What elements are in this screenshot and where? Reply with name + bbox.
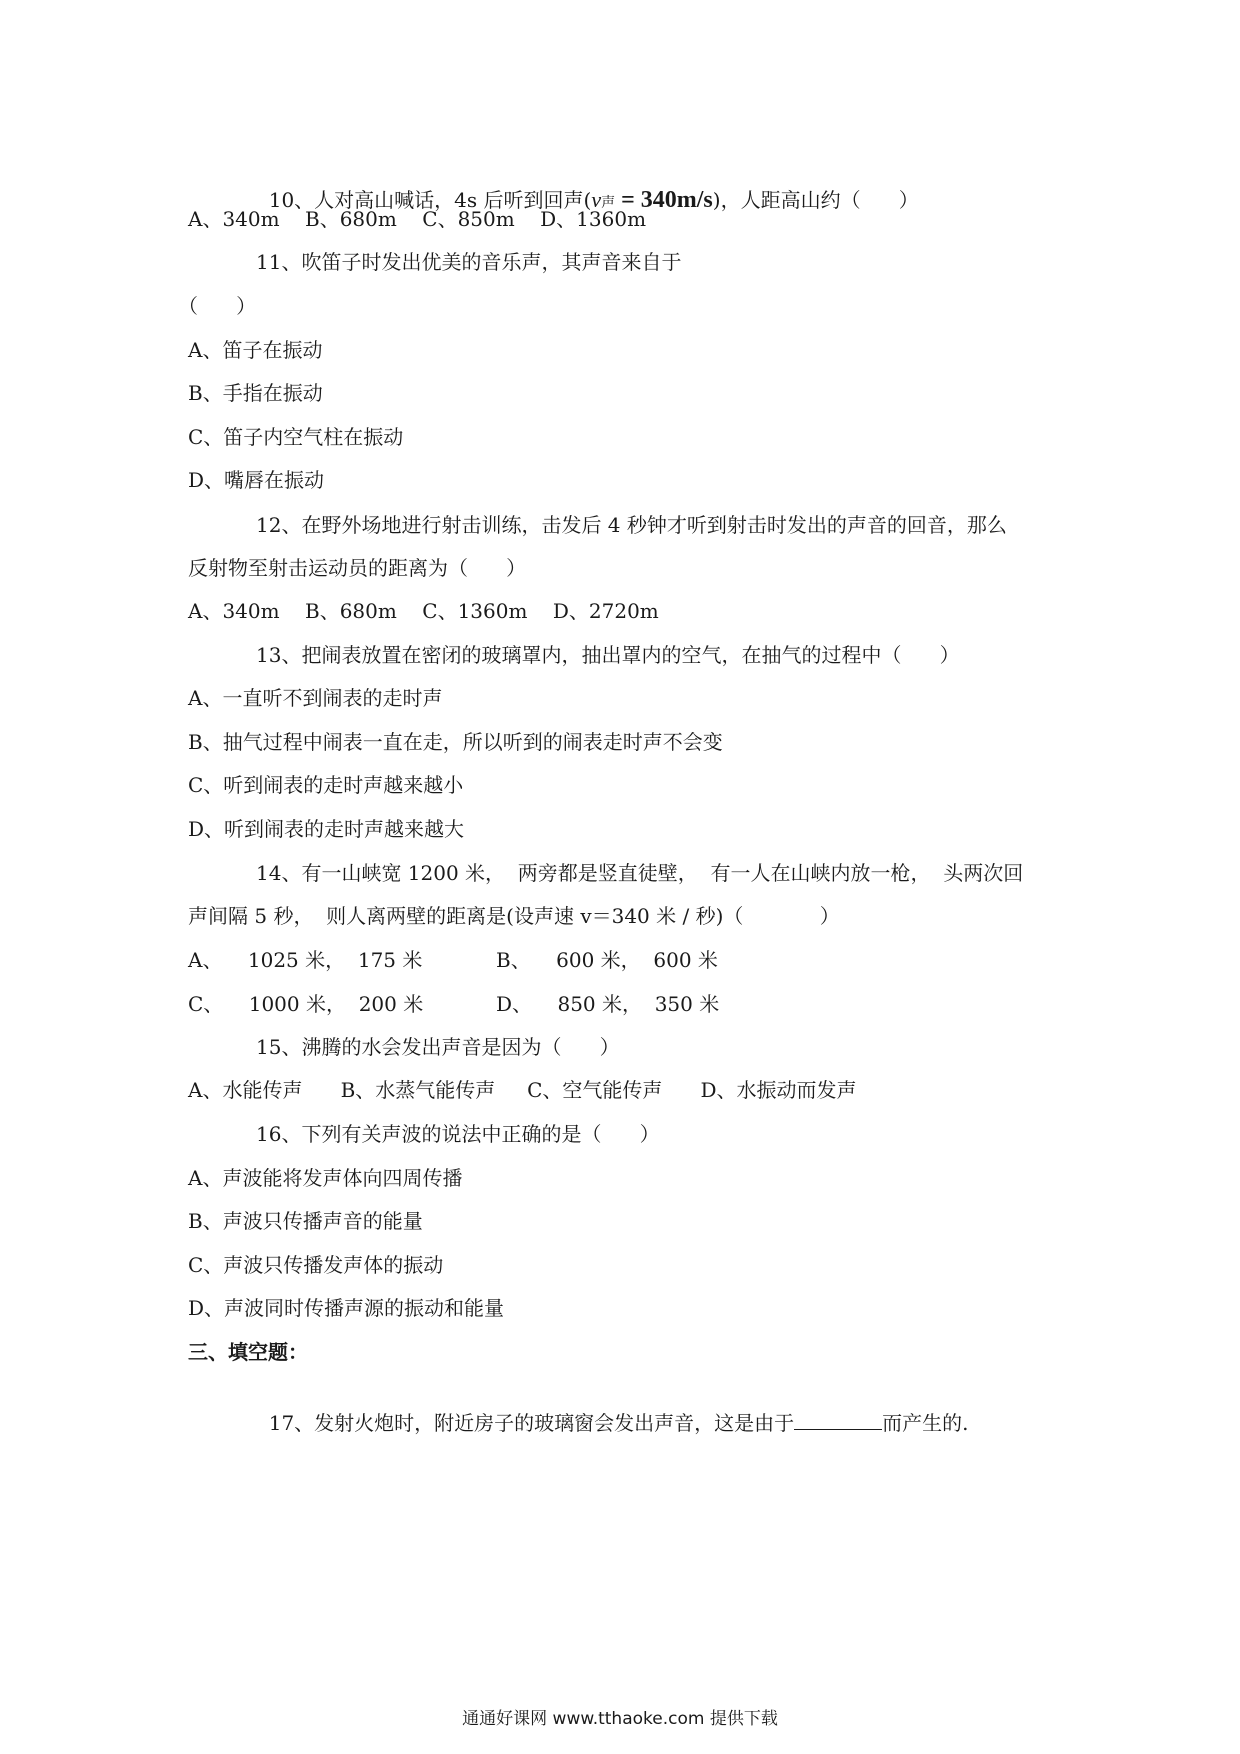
q13-option-d: D、听到闹表的走时声越来越大 — [188, 817, 465, 841]
question-14-stem-line1: 14、有一山峡宽 1200 米， 两旁都是竖直徒壁， 有一人在山峡内放一枪， 头两次回 — [256, 861, 1024, 885]
q16-option-a: A、声波能将发声体向四周传播 — [188, 1166, 463, 1190]
q13-option-b: B、抽气过程中闹表一直在走，所以听到的闹表走时声不会变 — [188, 730, 723, 754]
q14-option-d: D、 850 米， 350 米 — [496, 992, 720, 1016]
q10-speed-formula: v声 = 340m/s — [591, 187, 713, 213]
section-3-heading: 三、填空题： — [188, 1340, 308, 1364]
question-16-stem: 16、下列有关声波的说法中正确的是（ ） — [256, 1122, 660, 1146]
question-10-options: A、340m B、680m C、850m D、1360m — [188, 207, 647, 231]
question-12-stem-line2: 反射物至射击运动员的距离为（ ） — [188, 556, 527, 580]
q10-stem-before: 10、人对高山喊话，4s 后听到回声( — [268, 188, 592, 212]
q14-option-c: C、 1000 米， 200 米 — [188, 992, 424, 1016]
question-15-stem: 15、沸腾的水会发出声音是因为（ ） — [256, 1035, 620, 1059]
q16-option-c: C、声波只传播发声体的振动 — [188, 1253, 444, 1277]
q11-option-c: C、笛子内空气柱在振动 — [188, 425, 404, 449]
question-15-options: A、水能传声 B、水蒸气能传声 C、空气能传声 D、水振动而发声 — [188, 1078, 857, 1102]
question-17-stem — [256, 1381, 969, 1437]
q13-option-a: A、一直听不到闹表的走时声 — [188, 686, 443, 710]
question-13-stem: 13、把闹表放置在密闭的玻璃罩内，抽出罩内的空气，在抽气的过程中（ ） — [256, 643, 960, 667]
q17-stem-before: 17、发射火炮时，附近房子的玻璃窗会发出声音，这是由于 — [268, 1411, 795, 1435]
question-11-stem: 11、吹笛子时发出优美的音乐声，其声音来自于 — [256, 250, 682, 274]
q11-option-b: B、手指在振动 — [188, 381, 323, 405]
q10-stem-after: )，人距高山约（ ） — [712, 188, 919, 212]
page-footer: 通通好课网 www.tthaoke.com 提供下载 — [462, 1709, 778, 1729]
q17-fill-blank[interactable] — [794, 1411, 882, 1430]
q13-option-c: C、听到闹表的走时声越来越小 — [188, 773, 464, 797]
q11-option-a: A、笛子在振动 — [188, 338, 323, 362]
q16-option-b: B、声波只传播声音的能量 — [188, 1209, 423, 1233]
q14-option-a: A、 1025 米， 175 米 — [188, 948, 423, 972]
question-12-stem-line1: 12、在野外场地进行射击训练，击发后 4 秒钟才听到射击时发出的声音的回音，那么 — [256, 513, 1007, 537]
question-11-answer-paren: （ ） — [178, 294, 257, 318]
question-14-stem-line2: 声间隔 5 秒， 则人离两壁的距离是(设声速 v＝340 米 / 秒)（ ） — [188, 904, 840, 928]
q11-option-d: D、嘴唇在振动 — [188, 468, 325, 492]
q16-option-d: D、声波同时传播声源的振动和能量 — [188, 1296, 505, 1320]
q17-stem-after: 而产生的. — [882, 1411, 969, 1435]
q14-option-b: B、 600 米， 600 米 — [496, 948, 718, 972]
question-12-options: A、340m B、680m C、1360m D、2720m — [188, 599, 659, 623]
